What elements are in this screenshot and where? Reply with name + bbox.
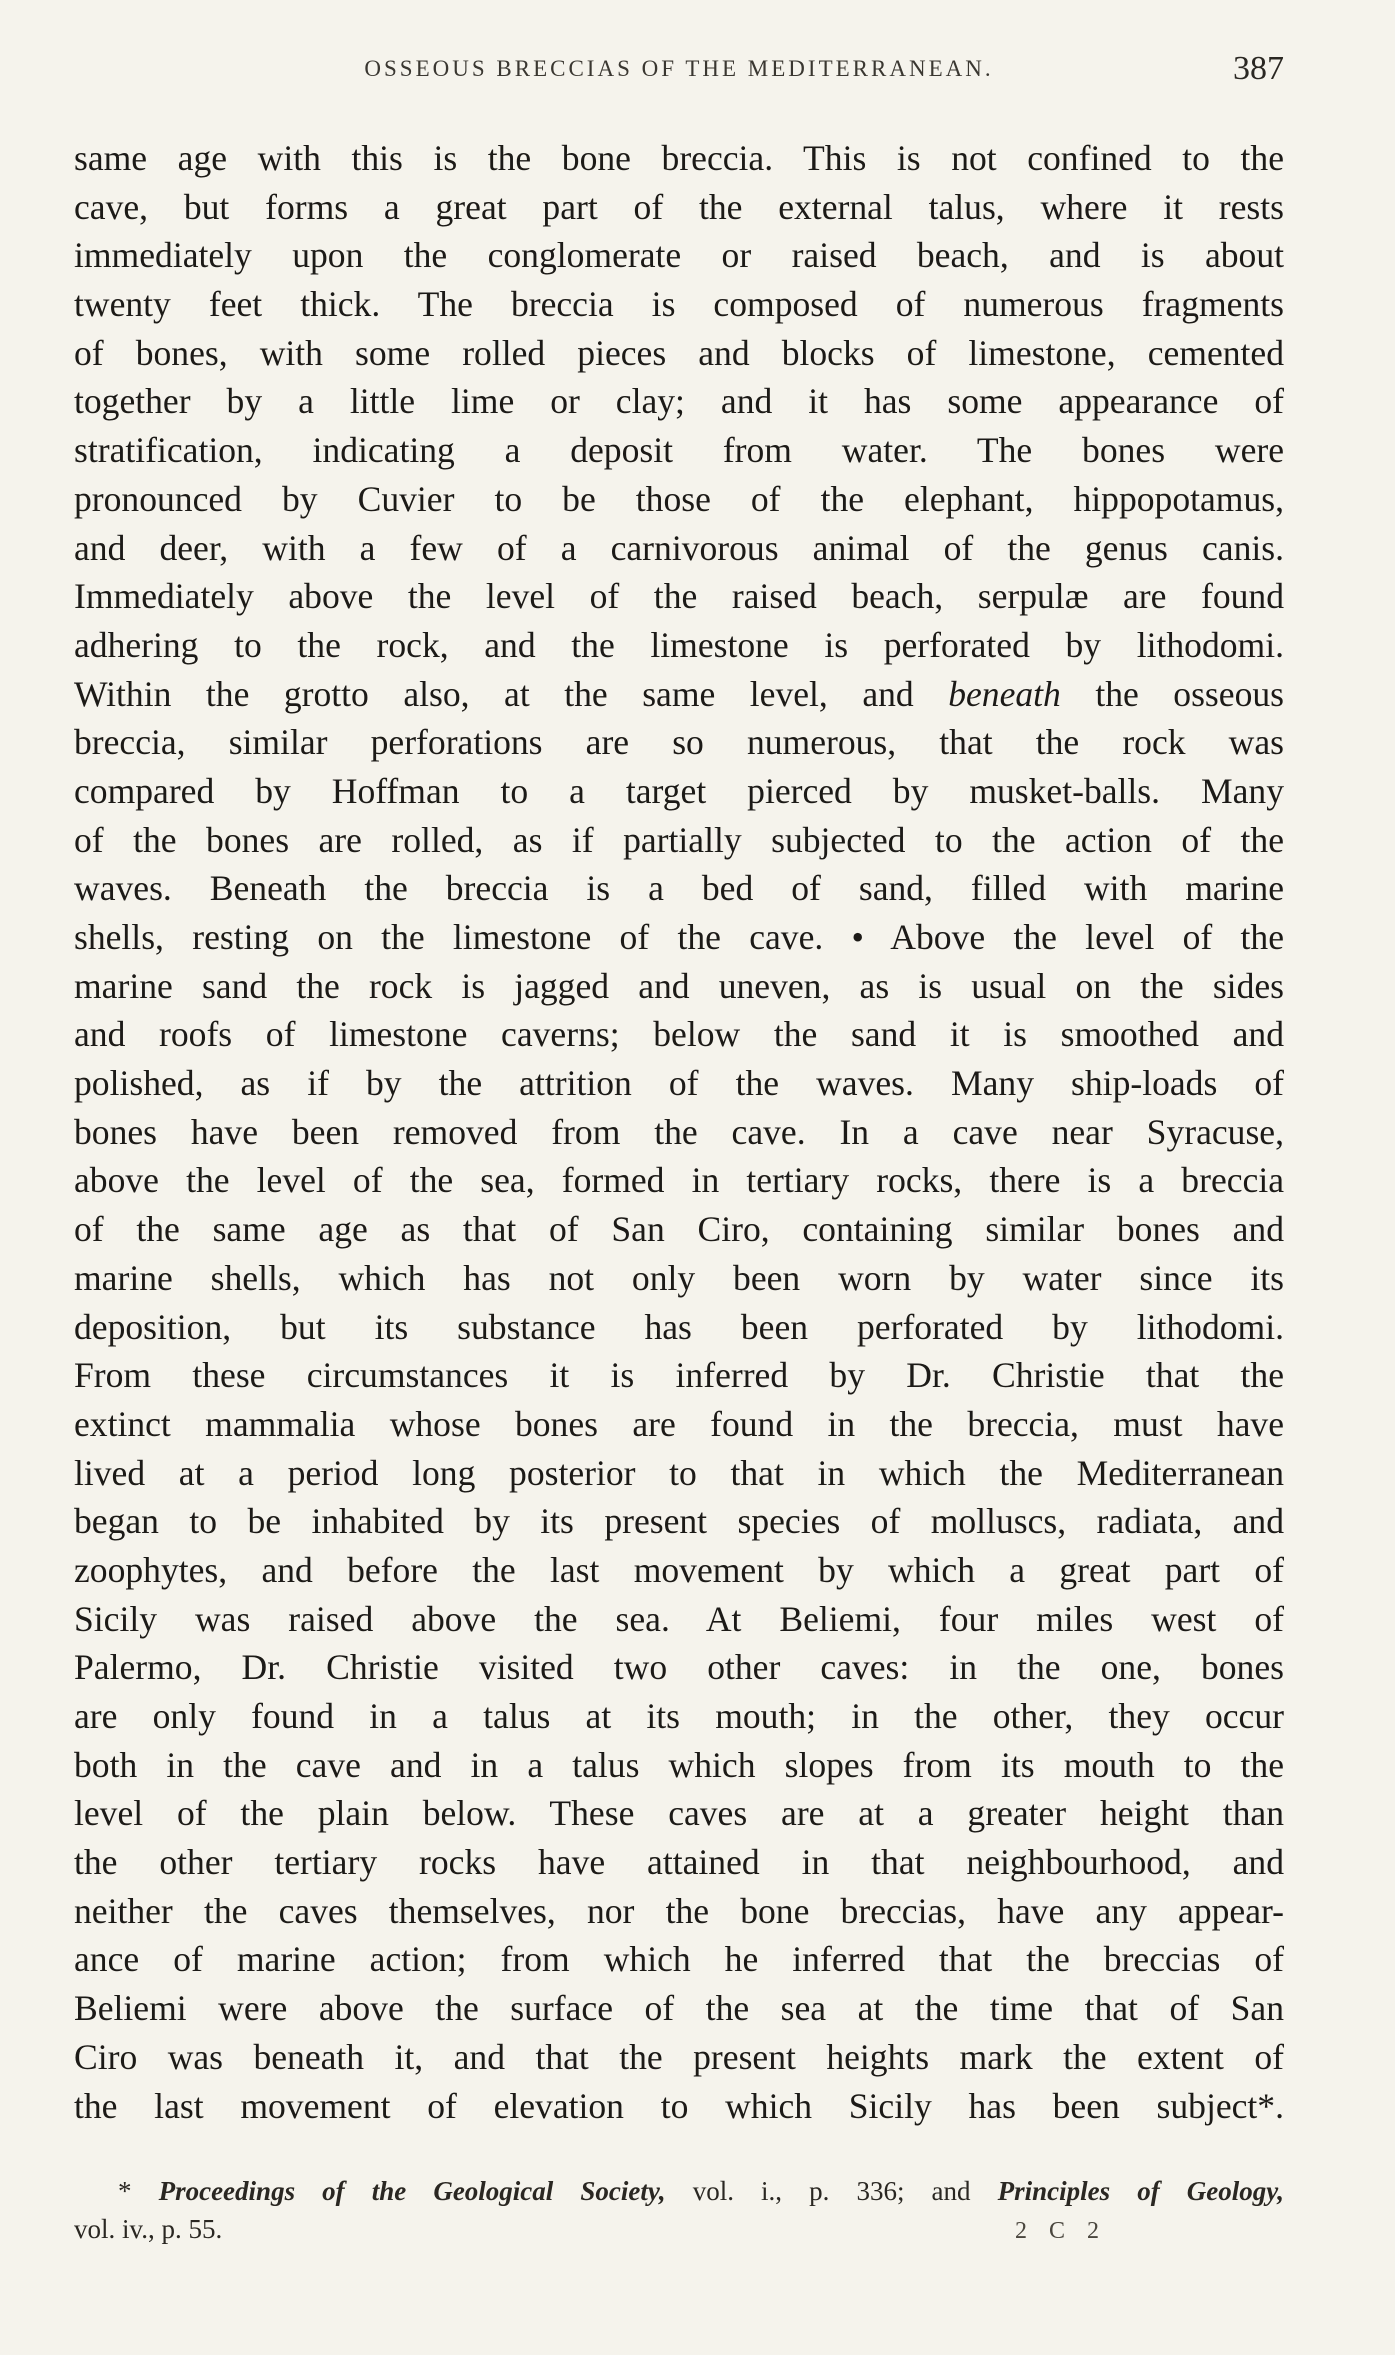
- text-line: waves. Beneath the breccia is a bed of sand, filled with marine: [74, 868, 1284, 909]
- page-number: 387: [1233, 50, 1284, 87]
- text-line: of the same age as that of San Ciro, containing similar bones and: [74, 1209, 1284, 1250]
- text-line: extinct mammalia whose bones are found in the breccia, must have: [74, 1403, 1284, 1444]
- text-line: marine shells, which has not only been worn by water since its: [74, 1257, 1284, 1298]
- book-page: [74, 50, 1284, 2248]
- text-line: ance of marine action; from which he inferred that the breccias of: [74, 1939, 1284, 1980]
- text-line: zoophytes, and before the last movement by which a great part of: [74, 1549, 1284, 1590]
- text-line: lived at a period long posterior to that in which the Mediterranean: [74, 1452, 1284, 1493]
- text-line: breccia, similar perforations are so numerous, that the rock was: [74, 722, 1284, 763]
- text-line: Immediately above the level of the raised beach, serpulæ are found: [74, 576, 1284, 617]
- text-line: Beliemi were above the surface of the sea at the time that of San: [74, 1988, 1284, 2029]
- text-line: and roofs of limestone caverns; below the sand it is smoothed and: [74, 1014, 1284, 1055]
- footnote-line-2: vol. iv., p. 55.: [74, 2214, 223, 2245]
- text-line: adhering to the rock, and the limestone is perforated by lithodomi.: [74, 624, 1284, 665]
- text-line: of the bones are rolled, as if partially subjected to the action of the: [74, 819, 1284, 860]
- running-title: OSSEOUS BRECCIAS OF THE MEDITERRANEAN.: [364, 56, 994, 81]
- text-segment: Within the grotto also, at the same level, and beneath the osseous: [74, 673, 1284, 714]
- text-line-with-italic: [74, 670, 1284, 719]
- text-line: are only found in a talus at its mouth; in the other, they occur: [74, 1696, 1284, 1736]
- footnote-citation-title-2: Principles of Geology,: [997, 2176, 1285, 2207]
- text-line: both in the cave and in a talus which slopes from its mouth to the: [74, 1744, 1284, 1785]
- text-line: polished, as if by the attrition of the waves. Many ship-loads of: [74, 1063, 1284, 1104]
- text-line: above the level of the sea, formed in tertiary rocks, there is a breccia: [74, 1160, 1284, 1201]
- text-line: immediately upon the conglomerate or raised beach, and is about: [74, 235, 1284, 276]
- text-line: neither the caves themselves, nor the bone breccias, have any appear-: [74, 1890, 1284, 1931]
- text-line: and deer, with a few of a carnivorous animal of the genus canis.: [74, 527, 1284, 568]
- text-line: bones have been removed from the cave. In a cave near Syracuse,: [74, 1111, 1284, 1152]
- body-text: [74, 134, 1284, 2130]
- footnote-citation-title-1: Proceedings of the Geological Society,: [158, 2176, 666, 2207]
- text-line: Ciro was beneath it, and that the present heights mark the extent of: [74, 2036, 1284, 2077]
- text-line: the other tertiary rocks have attained in that neighbourhood, and: [74, 1842, 1284, 1883]
- footnote-citation-text-1: vol. i., p. 336; and: [692, 2176, 971, 2207]
- text-line: cave, but forms a great part of the external talus, where it rests: [74, 186, 1284, 227]
- running-head: [74, 50, 1284, 98]
- text-line: of bones, with some rolled pieces and blocks of limestone, cemented: [74, 332, 1284, 373]
- footnote-line-1: [74, 2172, 1284, 2210]
- text-line: From these circumstances it is inferred by Dr. Christie that the: [74, 1355, 1284, 1396]
- text-line: pronounced by Cuvier to be those of the elephant, hippopotamus,: [74, 478, 1284, 519]
- text-line: deposition, but its substance has been perforated by lithodomi.: [74, 1306, 1284, 1347]
- text-line: same age with this is the bone breccia. This is not confined to the: [74, 138, 1284, 178]
- footnote-marker: *: [118, 2176, 132, 2207]
- signature-mark: 2 C 2: [1015, 2218, 1108, 2244]
- text-line: Sicily was raised above the sea. At Beliemi, four miles west of: [74, 1598, 1284, 1639]
- text-line: twenty feet thick. The breccia is composed of numerous fragments: [74, 284, 1284, 325]
- text-line: compared by Hoffman to a target pierced by musket-balls. Many: [74, 770, 1284, 811]
- text-line: stratification, indicating a deposit from water. The bones were: [74, 430, 1284, 471]
- text-line: level of the plain below. These caves are at a greater height than: [74, 1793, 1284, 1834]
- text-line: began to be inhabited by its present species of molluscs, radiata, and: [74, 1501, 1284, 1542]
- text-line: Palermo, Dr. Christie visited two other caves: in the one, bones: [74, 1647, 1284, 1688]
- italic-word: beneath: [948, 673, 1061, 714]
- text-line: together by a little lime or clay; and it has some appearance of: [74, 381, 1284, 422]
- text-line: shells, resting on the limestone of the cave. • Above the level of the: [74, 917, 1284, 957]
- text-line: the last movement of elevation to which Sicily has been subject*.: [74, 2085, 1284, 2126]
- text-line: marine sand the rock is jagged and uneven, as is usual on the sides: [74, 965, 1284, 1006]
